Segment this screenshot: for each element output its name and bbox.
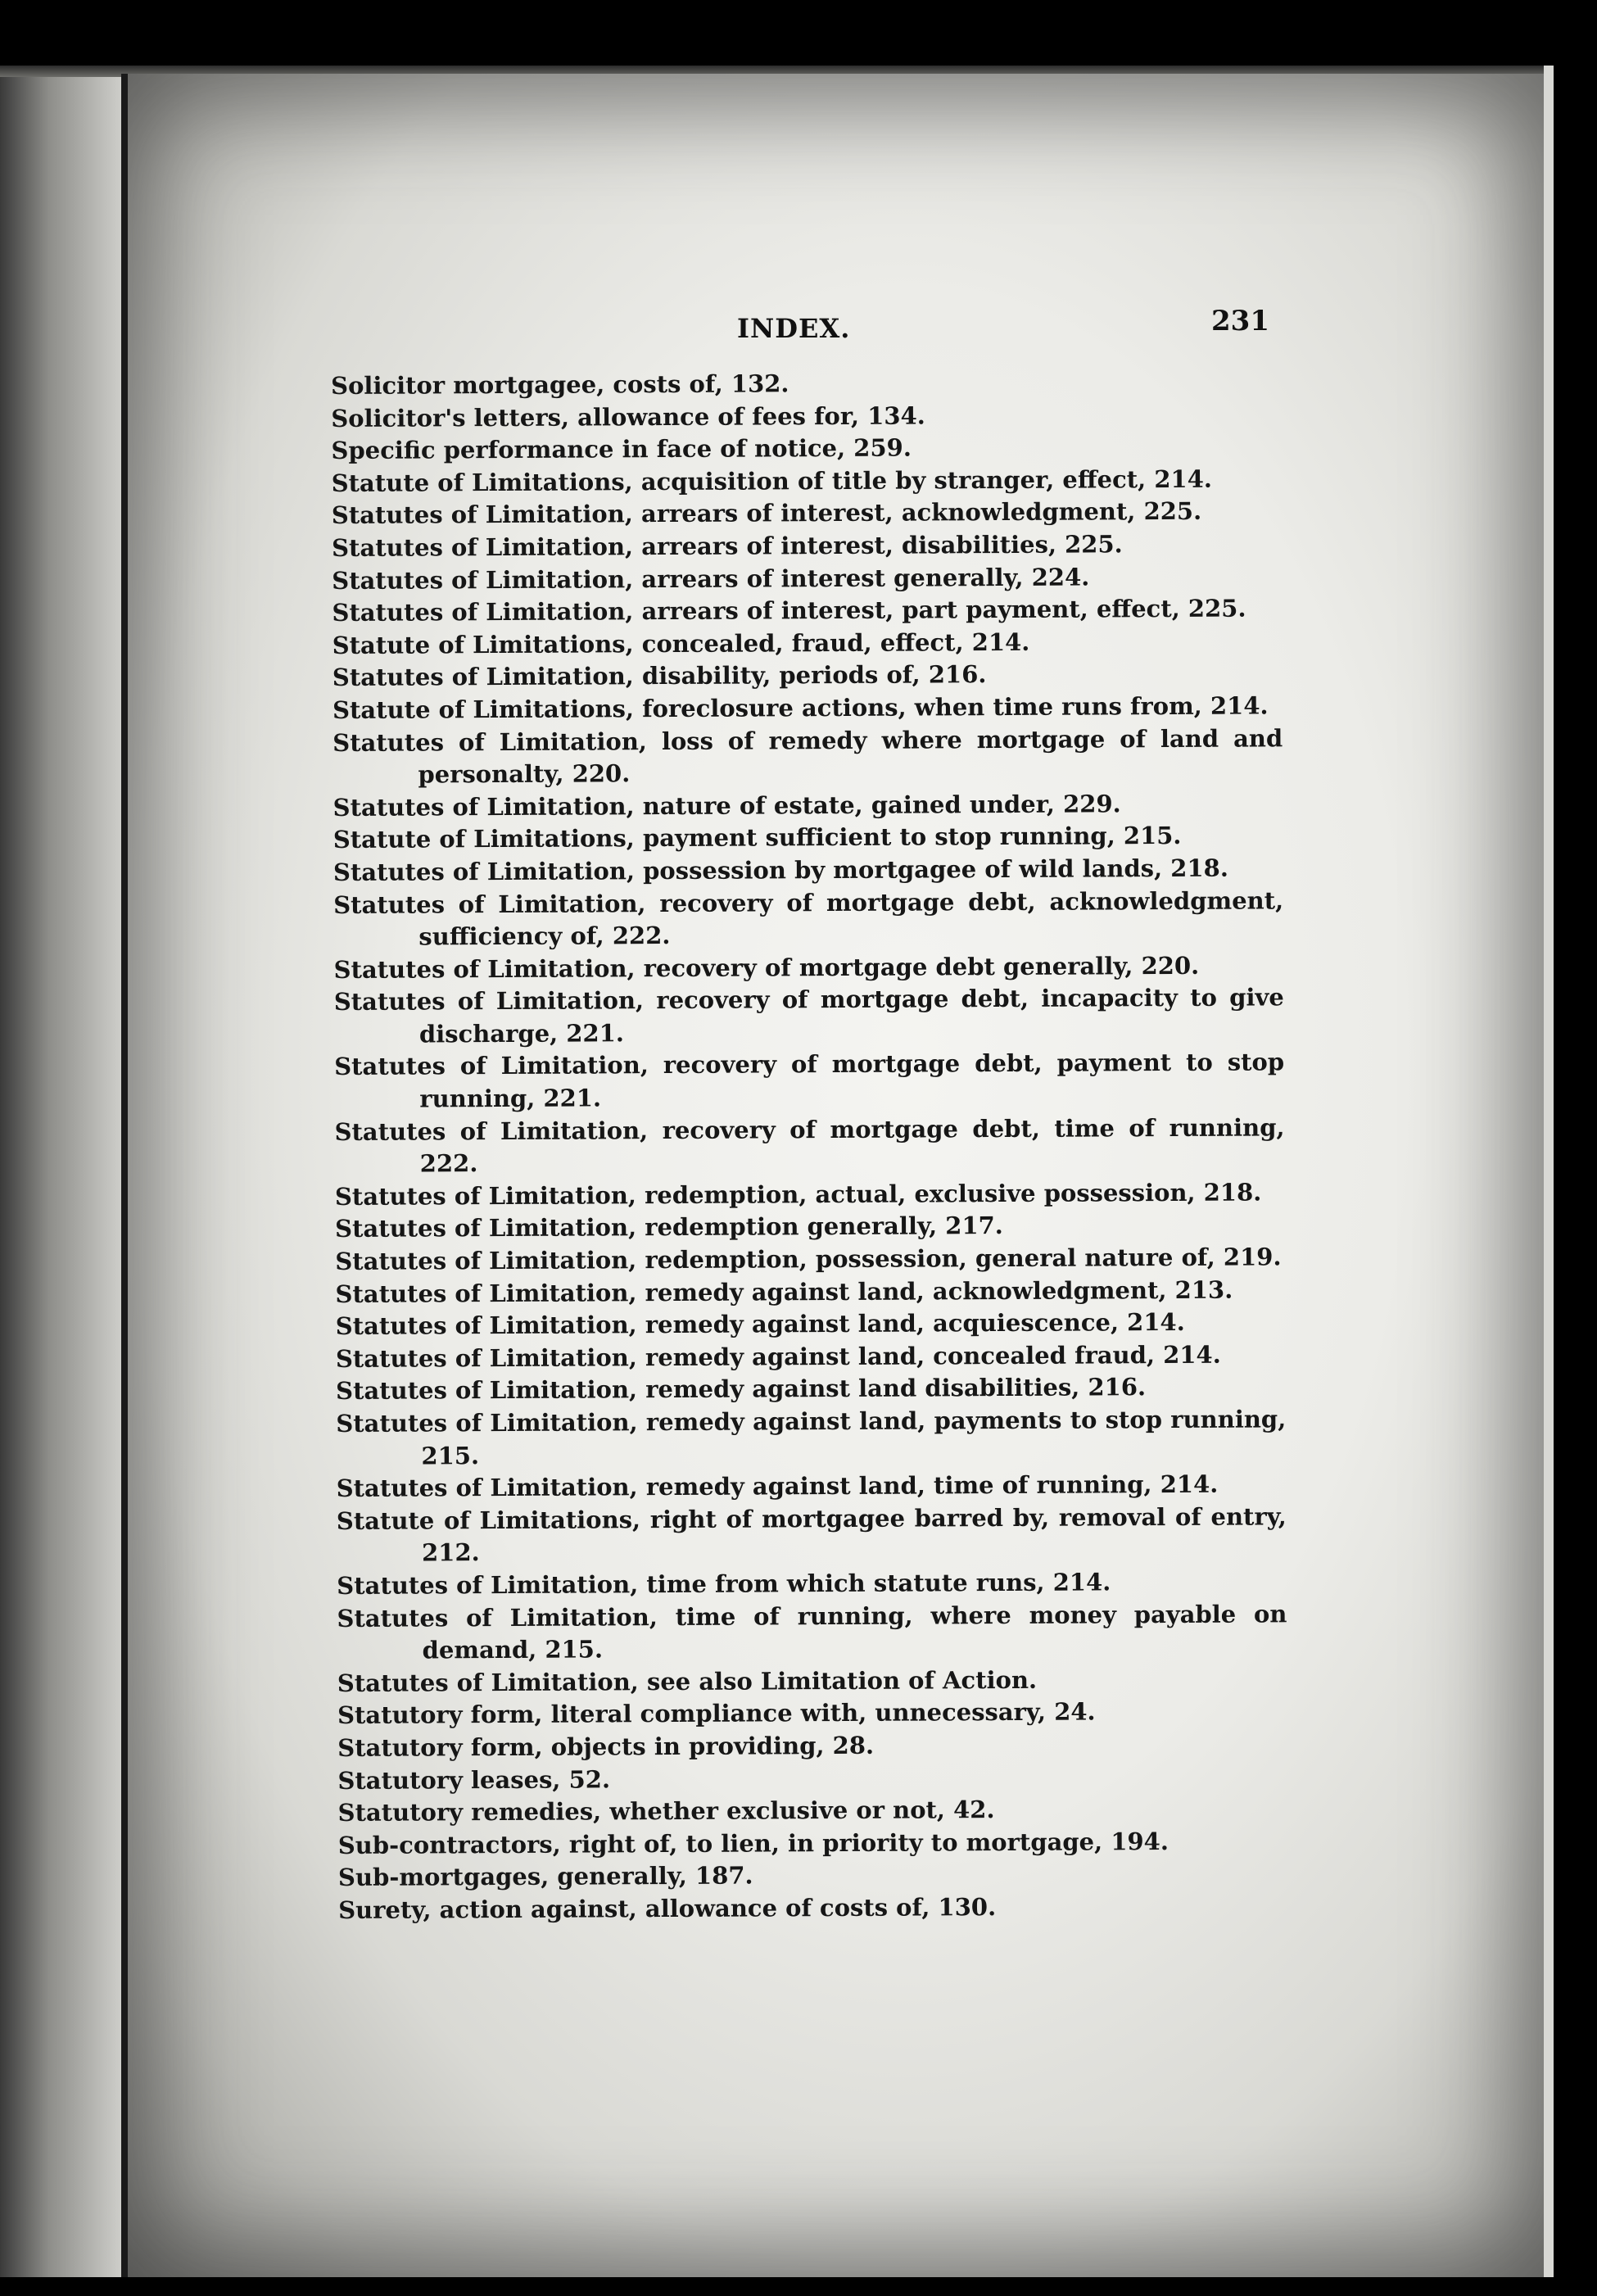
- index-entry: Statutory form, literal compliance with, unnecessary, 24.: [337, 1697, 1096, 1730]
- index-entry: Statutes of Limitation, arrears of interest, disabilities, 225.: [331, 530, 1123, 562]
- index-entry: Statute of Limitations, payment sufficient to stop running, 215.: [333, 822, 1182, 854]
- index-entry: Statute of Limitations, right of mortgagee barred by, removal of entry, 212.: [336, 1502, 1287, 1567]
- facing-page-edge: [0, 66, 123, 2277]
- index-entry: Statutes of Limitation, recovery of mortgage debt, payment to stop running, 221.: [334, 1048, 1285, 1113]
- index-entry: Statutory leases, 52.: [337, 1764, 611, 1795]
- index-entry: Statutes of Limitation, loss of remedy where mortgage of land and personalty, 220.: [333, 723, 1283, 789]
- index-entry: Statutes of Limitation, recovery of mortgage debt, time of running, 222.: [334, 1112, 1285, 1178]
- page-right-edge: [1544, 66, 1554, 2277]
- index-entry: Solicitor mortgagee, costs of, 132.: [331, 369, 789, 400]
- index-entry: Surety, action against, allowance of costs of, 130.: [338, 1892, 997, 1924]
- page-header: [328, 305, 1269, 354]
- index-entry: Statutes of Limitation, redemption, actual, exclusive possession, 218.: [334, 1178, 1262, 1211]
- index-entry: Statutes of Limitation, possession by mortgagee of wild lands, 218.: [333, 854, 1228, 886]
- index-entry: Statutes of Limitation, remedy against land disabilities, 216.: [336, 1373, 1147, 1406]
- index-entry: Sub-contractors, right of, to lien, in priority to mortgage, 194.: [337, 1827, 1169, 1859]
- index-entry: Statutes of Limitation, disability, periods of, 216.: [332, 660, 987, 692]
- index-entry: Statutes of Limitation, arrears of interest, acknowledgment, 225.: [331, 497, 1202, 530]
- index-entry: Statutes of Limitation, remedy against land, concealed fraud, 214.: [335, 1340, 1221, 1373]
- index-entry: Sub-mortgages, generally, 187.: [337, 1861, 753, 1892]
- index-entry: Statutes of Limitation, remedy against land, payments to stop running, 215.: [336, 1405, 1287, 1470]
- index-entry: Statutes of Limitation, see also Limitation of Action.: [337, 1665, 1038, 1697]
- page-number: 231: [1211, 305, 1269, 337]
- running-title: INDEX.: [737, 313, 851, 344]
- index-entry: Statutory form, objects in providing, 28.: [337, 1731, 875, 1762]
- index-entry: Statutes of Limitation, recovery of mortgage debt generally, 220.: [333, 951, 1200, 984]
- index-entry: Statutes of Limitation, remedy against land, acquiescence, 214.: [335, 1308, 1185, 1341]
- index-entry: Statutes of Limitation, nature of estate, gained under, 229.: [333, 790, 1121, 822]
- index-entry: Statutes of Limitation, time of running, where money payable on demand, 215.: [337, 1599, 1287, 1664]
- index-entry: Solicitor's letters, allowance of fees for, 134.: [331, 401, 925, 432]
- index-entry: Statute of Limitations, concealed, fraud, effect, 214.: [332, 627, 1030, 659]
- index-entry: Statute of Limitations, foreclosure actions, when time runs from, 214.: [332, 691, 1269, 724]
- index-entry: Statutes of Limitation, recovery of mortgage debt, acknowledgment, sufficiency of, 222.: [333, 885, 1284, 951]
- index-entry: Statutes of Limitation, recovery of mortgage debt, incapacity to give discharge, 221.: [333, 983, 1284, 1048]
- index-entry: Statutes of Limitation, arrears of interest generally, 224.: [332, 563, 1090, 595]
- index-entry: Statutes of Limitation, remedy against land, time of running, 214.: [336, 1470, 1219, 1503]
- index-entry: Statutory remedies, whether exclusive or not, 42.: [337, 1796, 995, 1827]
- book-spine: [121, 74, 128, 2277]
- index-entry: Statutes of Limitation, redemption generally, 217.: [335, 1211, 1003, 1243]
- index-entry: Statutes of Limitation, time from which statute runs, 214.: [337, 1568, 1111, 1600]
- index-entry: Statutes of Limitation, remedy against land, acknowledgment, 213.: [335, 1275, 1233, 1308]
- index-entry-list: [331, 365, 1288, 1927]
- index-entry: Specific performance in face of notice, 259.: [331, 433, 912, 465]
- index-entry: Statutes of Limitation, arrears of interest, part payment, effect, 225.: [332, 594, 1246, 627]
- index-entry: Statutes of Limitation, redemption, possession, general nature of, 219.: [335, 1243, 1282, 1276]
- index-entry: Statute of Limitations, acquisition of title by stranger, effect, 214.: [331, 464, 1213, 497]
